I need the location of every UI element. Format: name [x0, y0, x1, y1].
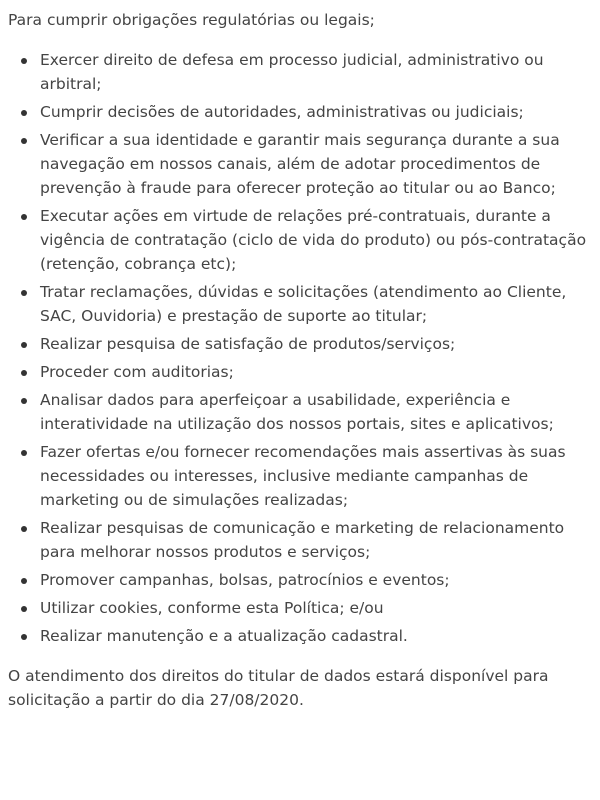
list-item: Realizar pesquisas de comunicação e marketing de relacionamento para melhorar nossos produtos e serviços; — [40, 516, 592, 564]
list-item: Fazer ofertas e/ou fornecer recomendações mais assertivas às suas necessidades ou interesses, inclusive mediante campanhas de marketing ou de simulações realizadas; — [40, 440, 592, 512]
closing-text: O atendimento dos direitos do titular de dados estará disponível para solicitação a partir do dia 27/08/2020. — [8, 667, 549, 709]
list-item: Proceder com auditorias; — [40, 360, 592, 384]
list-item: Verificar a sua identidade e garantir mais segurança durante a sua navegação em nossos canais, além de adotar procedimentos de prevenção à fraude para oferecer proteção ao titular ou ao Banco; — [40, 128, 592, 200]
purposes-list — [8, 48, 592, 648]
list-item: Executar ações em virtude de relações pré-contratuais, durante a vigência de contratação (ciclo de vida do produto) ou pós-contratação (retenção, cobrança etc); — [40, 204, 592, 276]
list-item: Cumprir decisões de autoridades, administrativas ou judiciais; — [40, 100, 592, 124]
list-item: Exercer direito de defesa em processo judicial, administrativo ou arbitral; — [40, 48, 592, 96]
list-item: Utilizar cookies, conforme esta Política; e/ou — [40, 596, 592, 620]
list-item: Promover campanhas, bolsas, patrocínios e eventos; — [40, 568, 592, 592]
list-item: Realizar pesquisa de satisfação de produtos/serviços; — [40, 332, 592, 356]
list-item: Analisar dados para aperfeiçoar a usabilidade, experiência e interatividade na utilização dos nossos portais, sites e aplicativos; — [40, 388, 592, 436]
list-item: Realizar manutenção e a atualização cadastral. — [40, 624, 592, 648]
intro-text: Para cumprir obrigações regulatórias ou legais; — [8, 11, 375, 29]
list-item: Tratar reclamações, dúvidas e solicitações (atendimento ao Cliente, SAC, Ouvidoria) e prestação de suporte ao titular; — [40, 280, 592, 328]
